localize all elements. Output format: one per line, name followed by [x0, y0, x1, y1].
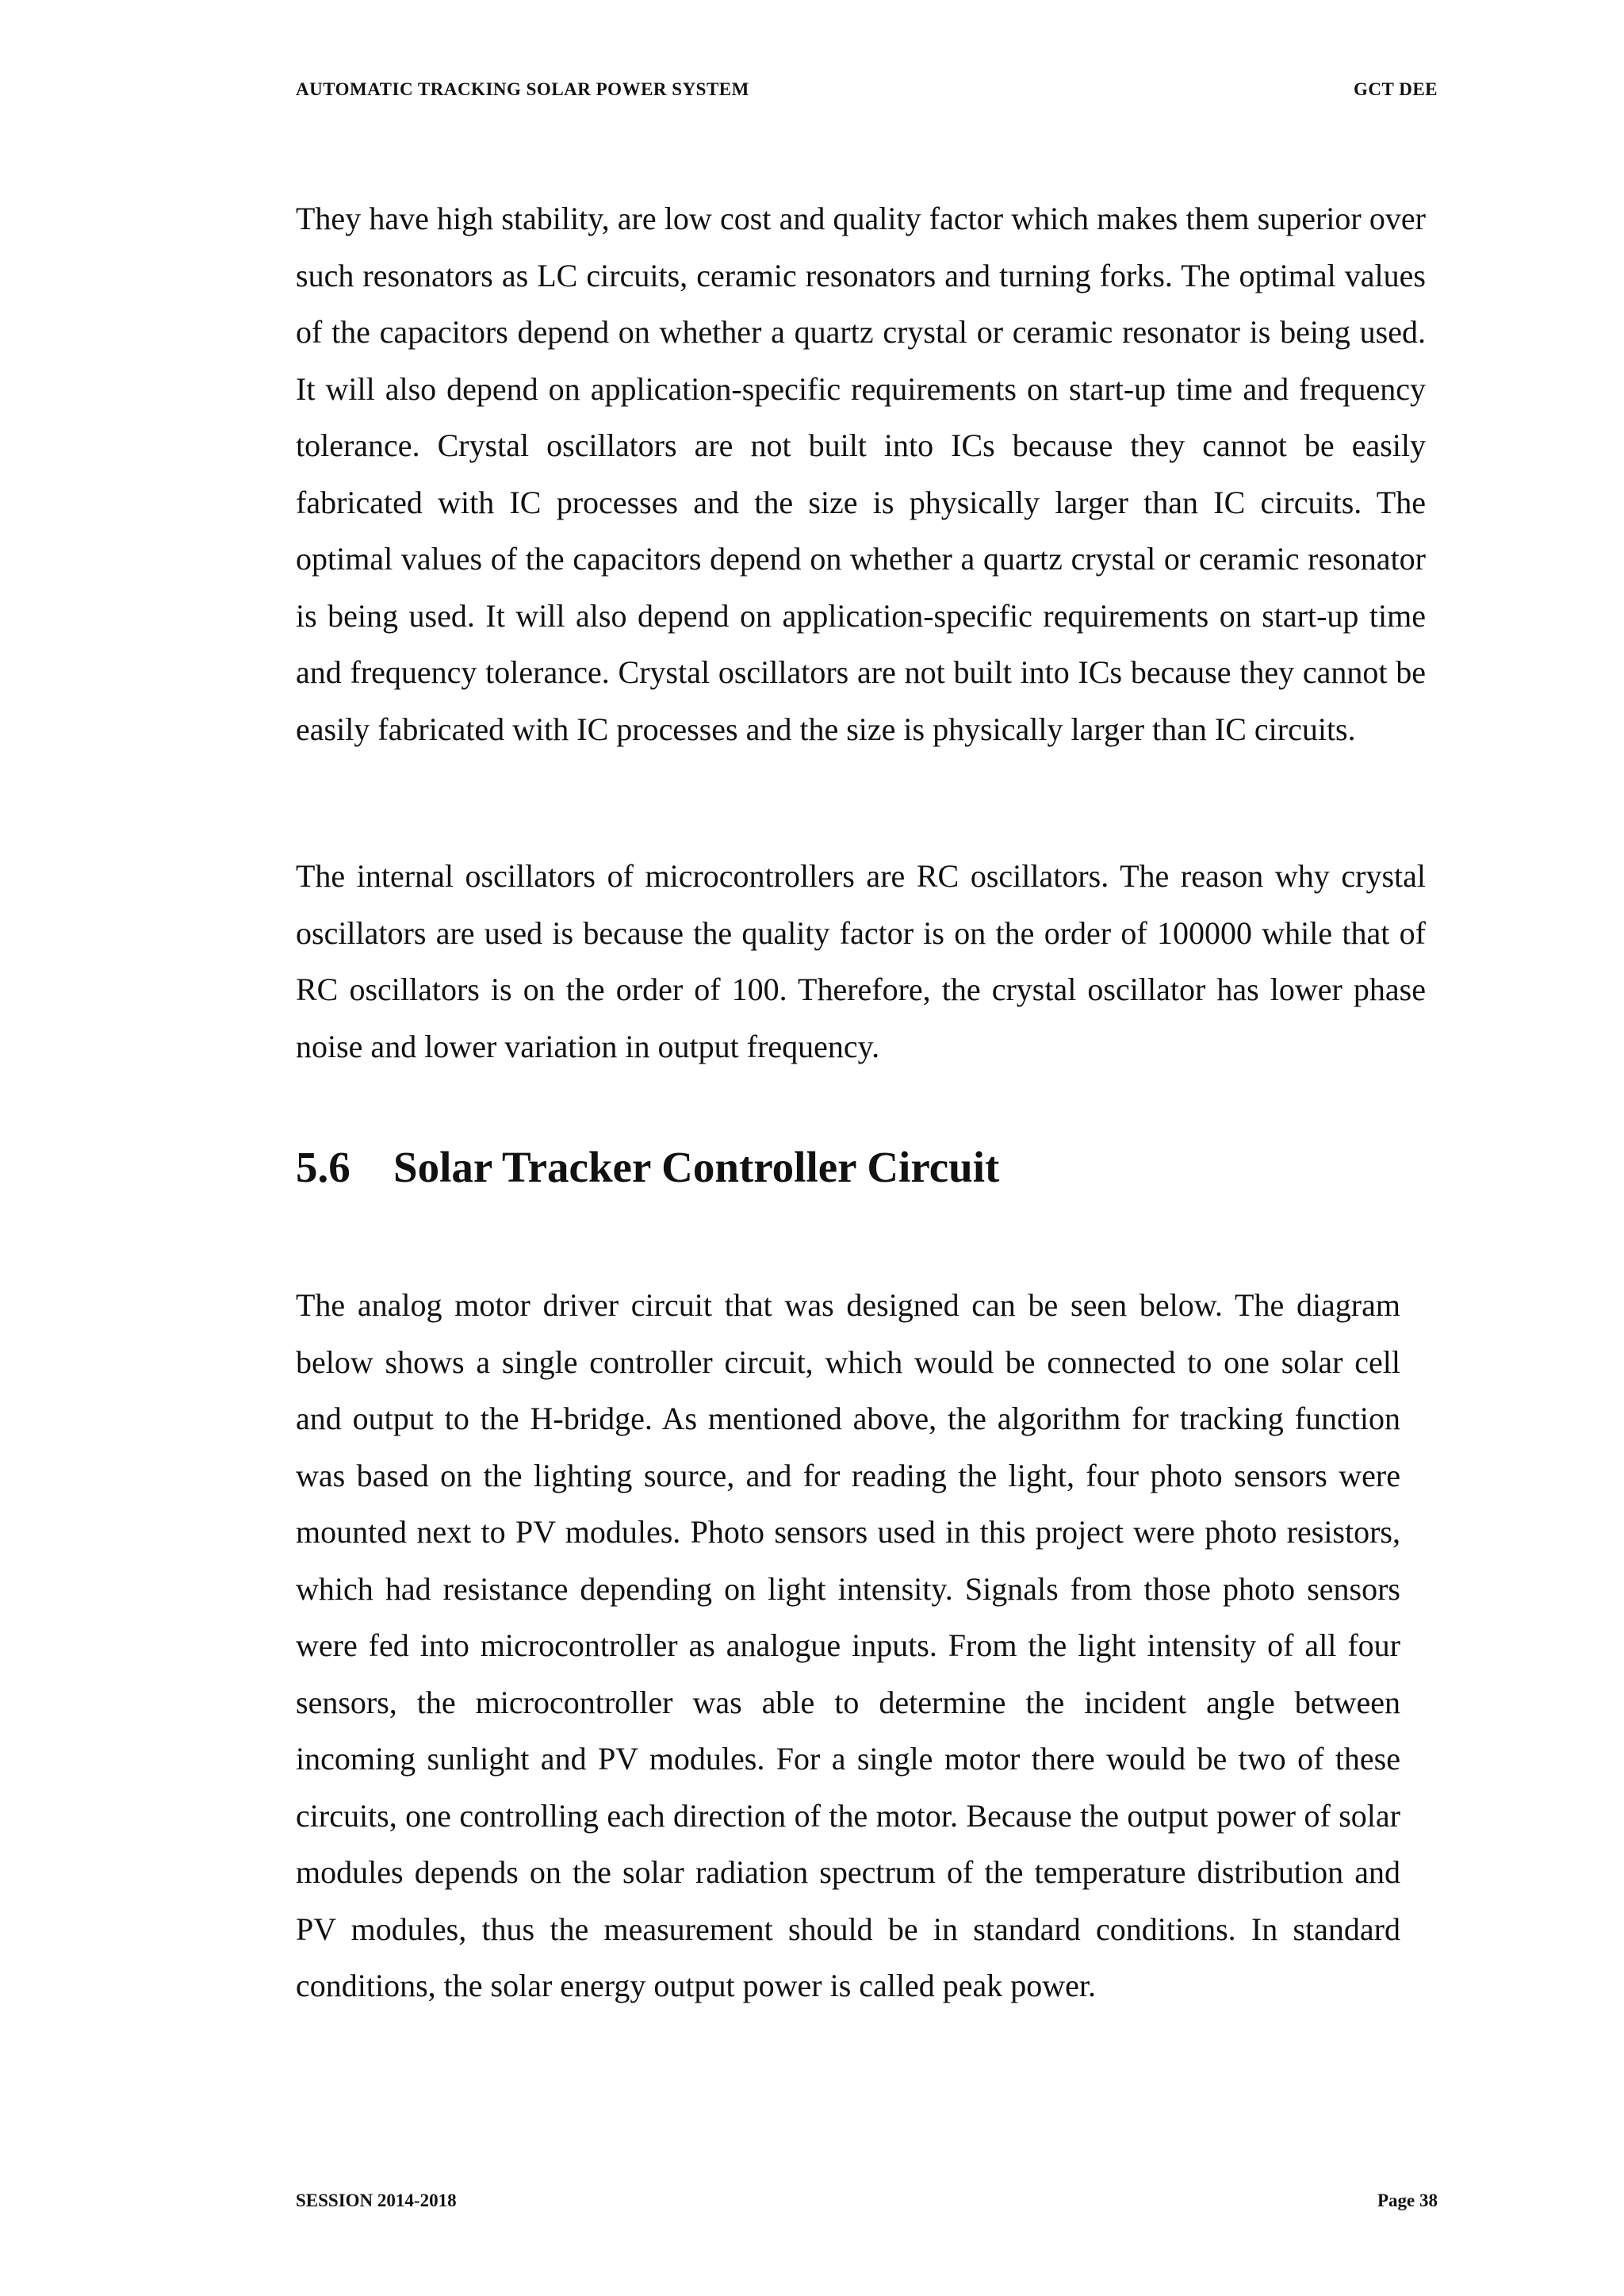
- page-footer: [296, 2191, 1438, 2211]
- header-title: AUTOMATIC TRACKING SOLAR POWER SYSTEM: [296, 79, 749, 99]
- footer-session: SESSION 2014-2018: [296, 2191, 457, 2210]
- section-title: Solar Tracker Controller Circuit: [393, 1143, 1000, 1191]
- paragraph-crystal-oscillators: They have high stability, are low cost and quality factor which makes them superior over such resonators as LC circuits, ceramic resonators and turning forks. The optimal values of the capacitors depend on whether a quartz crystal or ceramic resonator is being used. It will also depend on application-specific requirements on start-up time and frequency tolerance. Crystal oscillators are not built into ICs because they cannot be easily fabricated with IC processes and the size is physically larger than IC circuits. The optimal values of the capacitors depend on whether a quartz crystal or ceramic resonator is being used. It will also depend on application-specific requirements on start-up time and frequency tolerance. Crystal oscillators are not built into ICs because they cannot be easily fabricated with IC processes and the size is physically larger than IC circuits.: [296, 201, 1426, 747]
- paragraph-controller-circuit: The analog motor driver circuit that was designed can be seen below. The diagram below shows a single controller circuit, which would be connected to one solar cell and output to the H-bridge. As mentioned above, the algorithm for tracking function was based on the lighting source, and for reading the light, four photo sensors were mounted next to PV modules. Photo sensors used in this project were photo resistors, which had resistance depending on light intensity. Signals from those photo sensors were fed into microcontroller as analogue inputs. From the light intensity of all four sensors, the microcontroller was able to determine the incident angle between incoming sunlight and PV modules. For a single motor there would be two of these circuits, one controlling each direction of the motor. Because the output power of solar modules depends on the solar radiation spectrum of the temperature distribution and PV modules, thus the measurement should be in standard conditions. In standard conditions, the solar energy output power is called peak power.: [296, 1287, 1400, 2003]
- page-header: [296, 79, 1438, 100]
- section-number: 5.6: [296, 1143, 350, 1191]
- section-heading: [296, 1142, 999, 1192]
- paragraph-internal-oscillators: The internal oscillators of microcontrollers are RC oscillators. The reason why crystal oscillators are used is because the quality factor is on the order of 100000 while that of RC oscillators is on the order of 100. Therefore, the crystal oscillator has lower phase noise and lower variation in output frequency.: [296, 858, 1426, 1064]
- header-department: GCT DEE: [1354, 79, 1438, 99]
- page-number: Page 38: [1377, 2191, 1438, 2210]
